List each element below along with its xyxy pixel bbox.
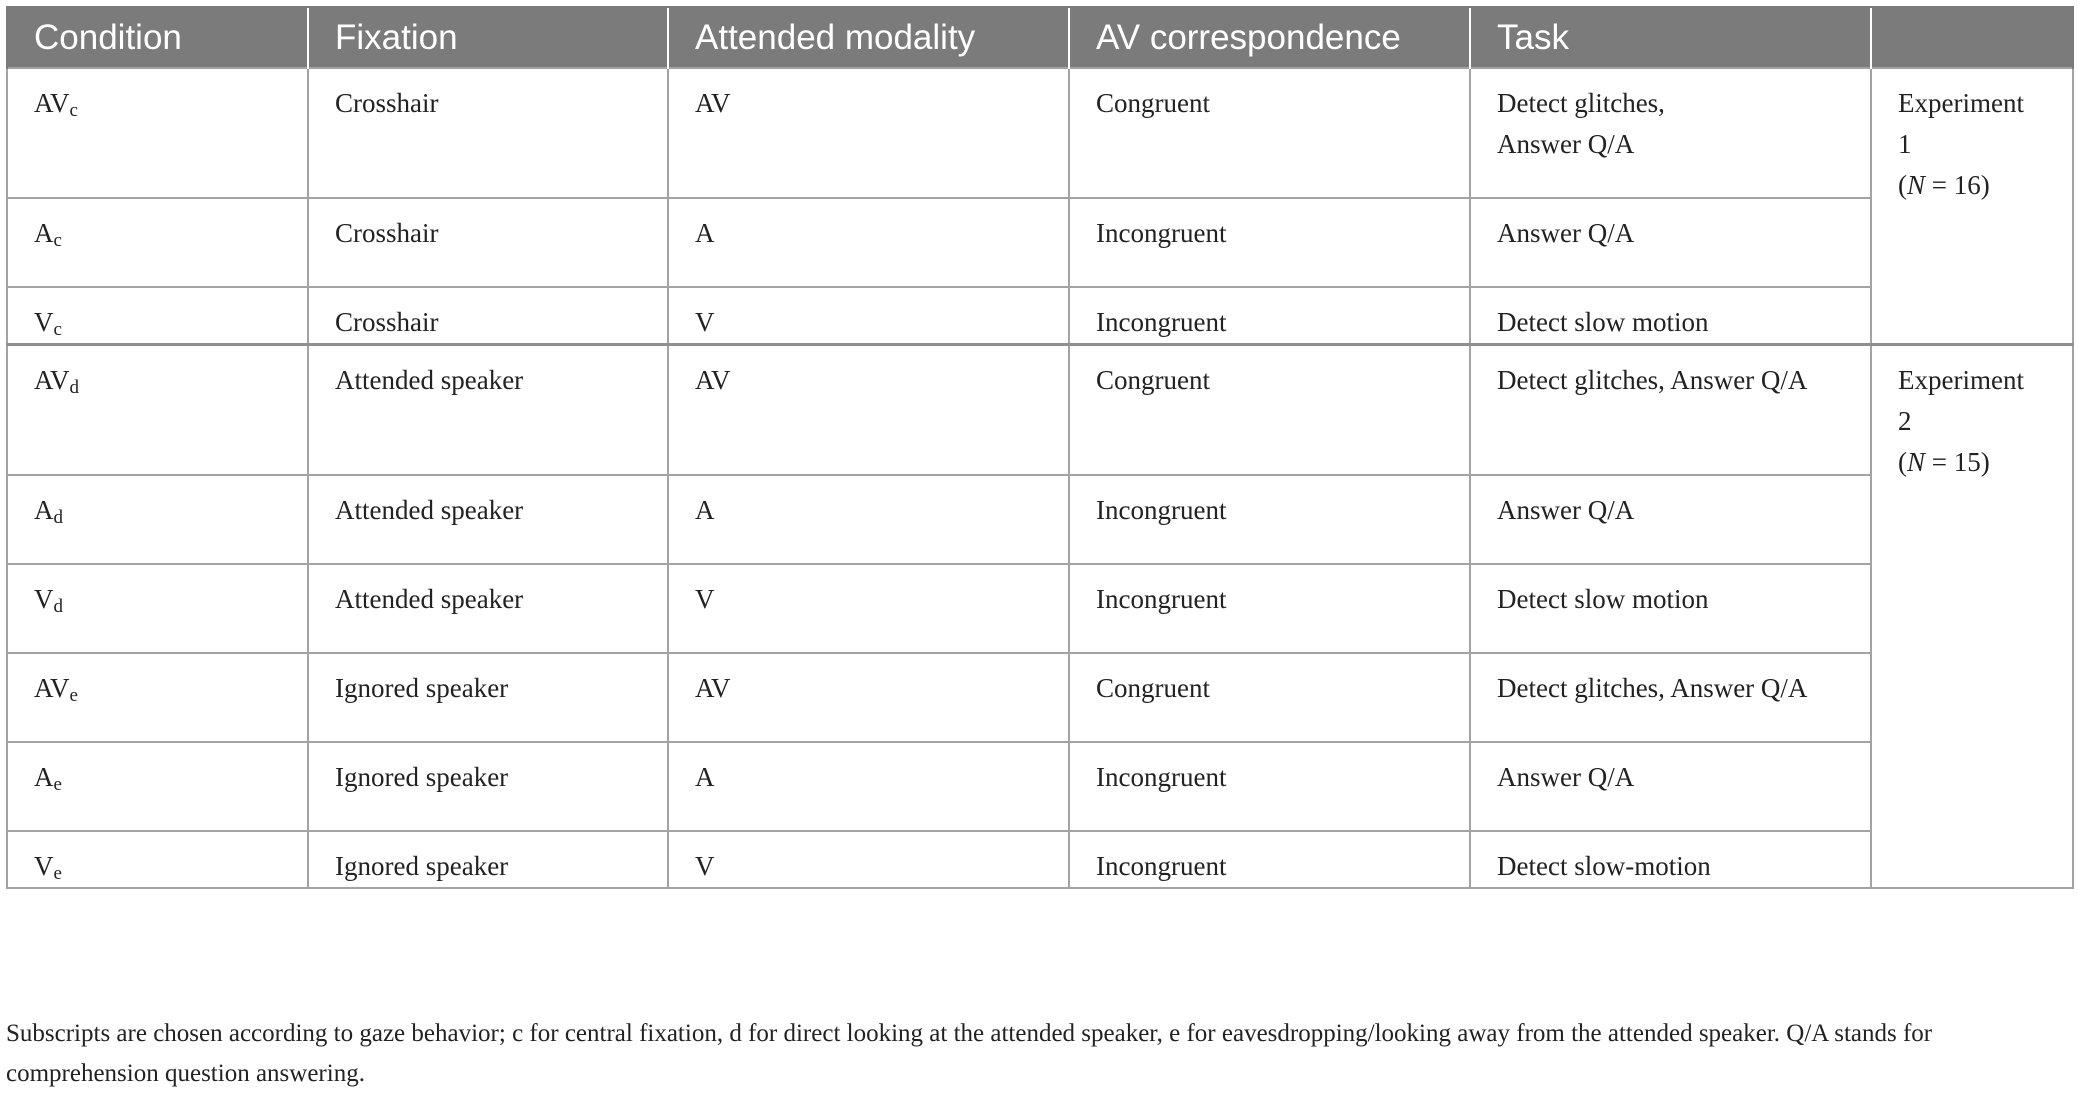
correspondence-cell: Incongruent [1069, 475, 1470, 564]
modality-cell: V [668, 564, 1069, 653]
fixation-cell: Attended speaker [308, 475, 668, 564]
table-row [7, 345, 2073, 475]
task-cell: Detect glitches, Answer Q/A [1470, 68, 1871, 198]
header-condition: Condition [7, 7, 308, 68]
table-container [6, 6, 2072, 889]
fixation-cell: Attended speaker [308, 564, 668, 653]
condition-cell: $A_d$ [7, 475, 308, 564]
task-cell: Answer Q/A [1470, 198, 1871, 287]
condition-cell: $A_c$ [7, 198, 308, 287]
condition-cell: $A_e$ [7, 742, 308, 831]
modality-cell: AV [668, 68, 1069, 198]
header-experiment [1871, 7, 2073, 68]
table-footnote: Subscripts are chosen according to gaze behavior; c for central fixation, d for direct looking at the attended speaker, e for eavesdropping/looking away from the attended speaker. Q/A stands for comprehension question answering. [6, 1020, 1933, 1087]
correspondence-cell: Incongruent [1069, 831, 1470, 888]
fixation-cell: Ignored speaker [308, 831, 668, 888]
conditions-table [6, 6, 2074, 889]
condition-cell: $AV_d$ [7, 345, 308, 475]
modality-cell: V [668, 287, 1069, 345]
table-row [7, 742, 2073, 831]
experiment-2-cell: Experiment 2 (N = 15) [1871, 345, 2073, 888]
fixation-cell: Crosshair [308, 287, 668, 345]
table-row [7, 564, 2073, 653]
experiment-1-cell: Experiment 1 (N = 16) [1871, 68, 2073, 345]
fixation-cell: Crosshair [308, 68, 668, 198]
fixation-cell: Crosshair [308, 198, 668, 287]
correspondence-cell: Incongruent [1069, 198, 1470, 287]
correspondence-cell: Congruent [1069, 653, 1470, 742]
fixation-cell: Ignored speaker [308, 653, 668, 742]
task-cell: Answer Q/A [1470, 742, 1871, 831]
correspondence-cell: Incongruent [1069, 742, 1470, 831]
task-cell: Detect glitches, Answer Q/A [1470, 653, 1871, 742]
header-attended-modality: Attended modality [668, 7, 1069, 68]
header-task: Task [1470, 7, 1871, 68]
task-cell: Detect slow-motion [1470, 831, 1871, 888]
condition-cell: $V_e$ [7, 831, 308, 888]
header-fixation: Fixation [308, 7, 668, 68]
correspondence-cell: Incongruent [1069, 564, 1470, 653]
task-cell: Detect slow motion [1470, 287, 1871, 345]
task-cell: Detect glitches, Answer Q/A [1470, 345, 1871, 475]
correspondence-cell: Incongruent [1069, 287, 1470, 345]
fixation-cell: Attended speaker [308, 345, 668, 475]
table-row [7, 831, 2073, 888]
table-row [7, 475, 2073, 564]
correspondence-cell: Congruent [1069, 345, 1470, 475]
modality-cell: AV [668, 345, 1069, 475]
correspondence-cell: Congruent [1069, 68, 1470, 198]
modality-cell: A [668, 475, 1069, 564]
task-cell: Answer Q/A [1470, 475, 1871, 564]
table-row [7, 653, 2073, 742]
condition-cell: $V_d$ [7, 564, 308, 653]
condition-cell: $AV_e$ [7, 653, 308, 742]
condition-cell: $AV_c$ [7, 68, 308, 198]
table-row [7, 68, 2073, 198]
condition-cell: $V_c$ [7, 287, 308, 345]
task-cell: Detect slow motion [1470, 564, 1871, 653]
table-row [7, 287, 2073, 345]
table-row [7, 198, 2073, 287]
fixation-cell: Ignored speaker [308, 742, 668, 831]
modality-cell: V [668, 831, 1069, 888]
modality-cell: AV [668, 653, 1069, 742]
header-av-correspondence: AV correspondence [1069, 7, 1470, 68]
modality-cell: A [668, 198, 1069, 287]
modality-cell: A [668, 742, 1069, 831]
header-row [7, 7, 2073, 68]
